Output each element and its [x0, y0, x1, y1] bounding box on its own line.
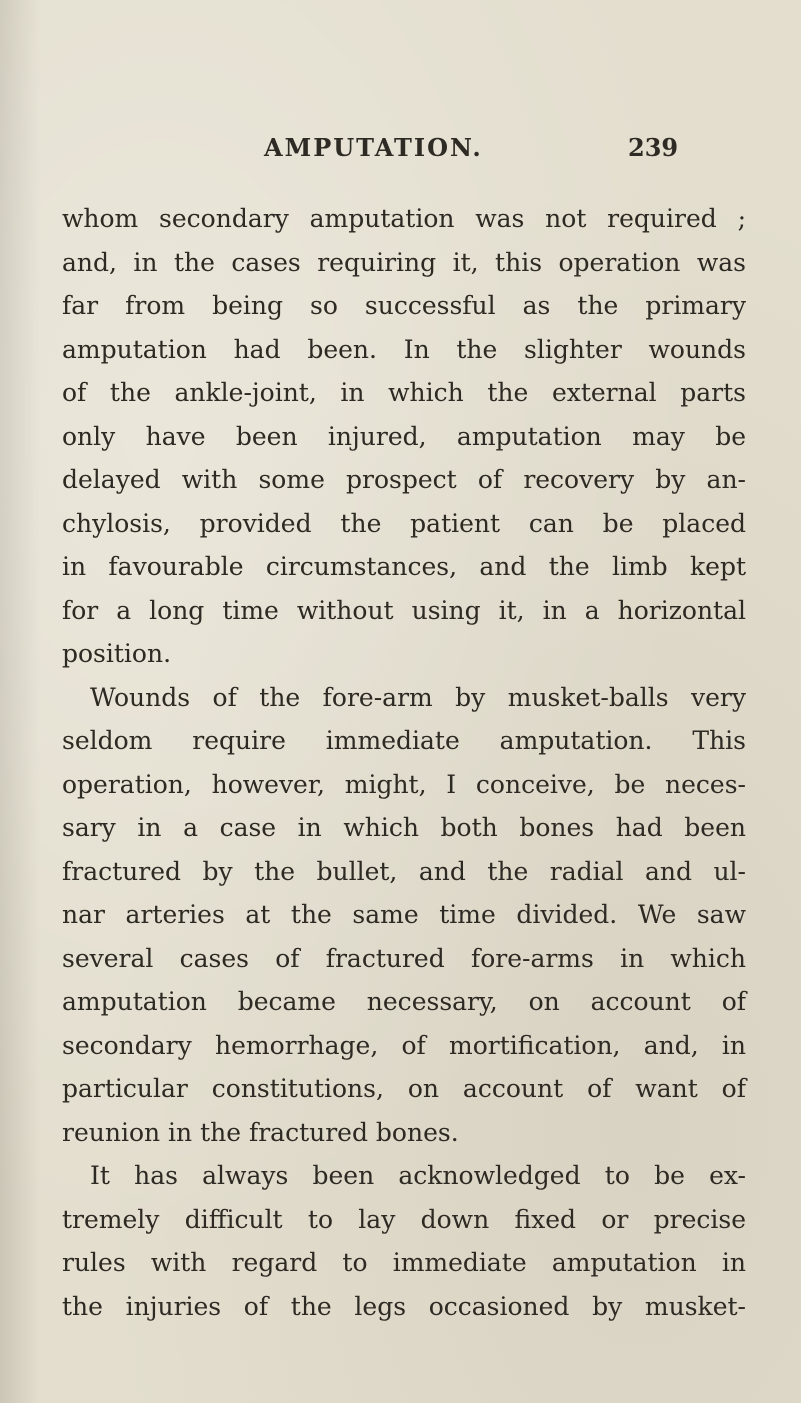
text-line: sary in a case in which both bones had been [62, 813, 746, 842]
text-line: of the ankle-joint, in which the external parts [62, 378, 746, 407]
text-line: tremely difficult to lay down fixed or precise [62, 1204, 746, 1234]
text-line: nar arteries at the same time divided. We saw [62, 900, 746, 929]
text-line: fractured by the bullet, and the radial and ul- [62, 856, 746, 886]
text-line: It has always been acknowledged to be ex- [90, 1161, 746, 1190]
page-header [0, 133, 801, 173]
body-text [62, 197, 746, 1328]
text-line: amputation became necessary, on account of [62, 987, 746, 1016]
text-line: several cases of fractured fore-arms in which [62, 943, 746, 973]
text-line: the injuries of the legs occasioned by musket- [62, 1291, 746, 1321]
text-line: secondary hemorrhage, of mortification, and, in [62, 1030, 746, 1060]
page-number: 239 [628, 133, 679, 162]
text-line: for a long time without using it, in a horizontal [62, 595, 746, 625]
text-line: amputation had been. In the slighter wounds [62, 334, 746, 364]
text-line: operation, however, might, I conceive, be neces- [62, 769, 746, 799]
text-line: delayed with some prospect of recovery by an- [62, 465, 746, 494]
text-line: seldom require immediate amputation. This [62, 726, 746, 755]
text-line: in favourable circumstances, and the limb kept [62, 552, 746, 581]
text-line: chylosis, provided the patient can be placed [62, 508, 746, 538]
text-line: particular constitutions, on account of want of [62, 1074, 746, 1103]
text-line: only have been injured, amputation may be [62, 421, 746, 451]
text-line: rules with regard to immediate amputation in [62, 1248, 746, 1277]
text-line: and, in the cases requiring it, this operation was [62, 247, 746, 277]
text-line: Wounds of the fore-arm by musket-balls very [90, 682, 746, 712]
text-line: far from being so successful as the primary [62, 291, 746, 320]
text-line: reunion in the fractured bones. [62, 1117, 459, 1147]
running-title: AMPUTATION. [264, 133, 483, 162]
text-line: whom secondary amputation was not required ; [62, 204, 746, 233]
text-line: position. [62, 639, 172, 668]
